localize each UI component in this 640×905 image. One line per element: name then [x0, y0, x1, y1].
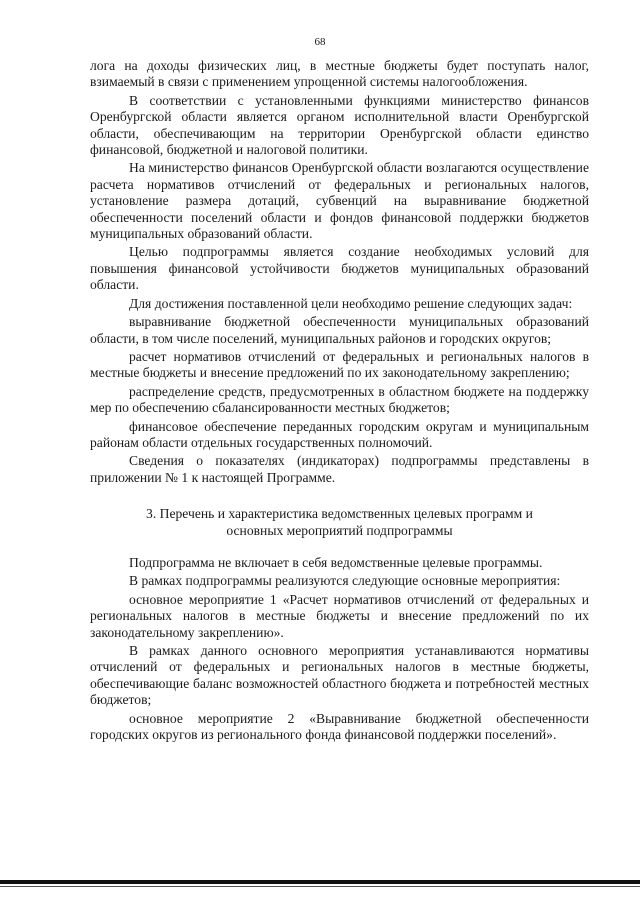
task-list-item: выравнивание бюджетной обеспеченности муниципальных образований области, в том числе поселений, муниципальных районов и городских округов;	[90, 314, 589, 346]
paragraph: основное мероприятие 2 «Выравнивание бюджетной обеспеченности городских округов из регионального фонда финансовой поддержки поселений».	[90, 710, 589, 743]
task-list-item: финансовое обеспечение переданных городским округам и муниципальным районам области отдельных государственных полномочий.	[90, 418, 589, 450]
paragraph: В рамках данного основного мероприятия устанавливаются нормативы отчислений от федеральных и региональных налогов в местные бюджеты, обеспечивающие баланс возможностей областного бюджета и потребностей местных бюджетов;	[90, 643, 589, 708]
scan-edge-rule	[0, 880, 640, 884]
paragraph: Сведения о показателях (индикаторах) подпрограммы представлены в приложении № 1 к настоящей Программе.	[90, 453, 589, 485]
document-body	[90, 58, 589, 745]
paragraph: Подпрограмма не включает в себя ведомственные целевые программы.	[129, 554, 543, 570]
paragraph: В соответствии с установленными функциями министерство финансов Оренбургской области является органом исполнительной власти Оренбургской области, обеспечивающим на территории Оренбургской области единство финансовой, бюджетной и налоговой политики.	[90, 92, 589, 158]
paragraph: На министерство финансов Оренбургской области возлагаются осуществление расчета нормативов отчислений от федеральных и региональных налогов, установление размера дотаций, субвенций на выравнивание бюджетной обеспеченности поселений области и фондов финансовой поддержки бюджетов муниципальных образований области.	[90, 160, 589, 242]
section-heading-line: основных мероприятий подпрограммы	[226, 522, 453, 538]
paragraph: основное мероприятие 1 «Расчет нормативов отчислений от федеральных и региональных налогов в местные бюджеты и внесение предложений по их законодательному закреплению».	[90, 591, 589, 640]
task-list-item: распределение средств, предусмотренных в областном бюджете на поддержку мер по обеспечению сбалансированности местных бюджетов;	[90, 383, 589, 416]
paragraph: Для достижения поставленной цели необходимо решение следующих задач:	[129, 295, 573, 311]
page-number: 68	[314, 36, 326, 48]
section-heading-line: 3. Перечень и характеристика ведомственных целевых программ и	[146, 506, 533, 522]
scan-edge-rule	[0, 886, 640, 887]
paragraph: В рамках подпрограммы реализуются следующие основные мероприятия:	[129, 573, 561, 589]
paragraph: Целью подпрограммы является создание необходимых условий для повышения финансовой устойчивости бюджетов муниципальных образований области.	[90, 244, 589, 293]
section-heading	[90, 506, 589, 539]
task-list-item: расчет нормативов отчислений от федеральных и региональных налогов в местные бюджеты и внесение предложений по их законодательному закреплению;	[90, 348, 589, 381]
paragraph: лога на доходы физических лиц, в местные бюджеты будет поступать налог, взимаемый в связи с применением упрощенной системы налогообложения.	[90, 58, 589, 90]
